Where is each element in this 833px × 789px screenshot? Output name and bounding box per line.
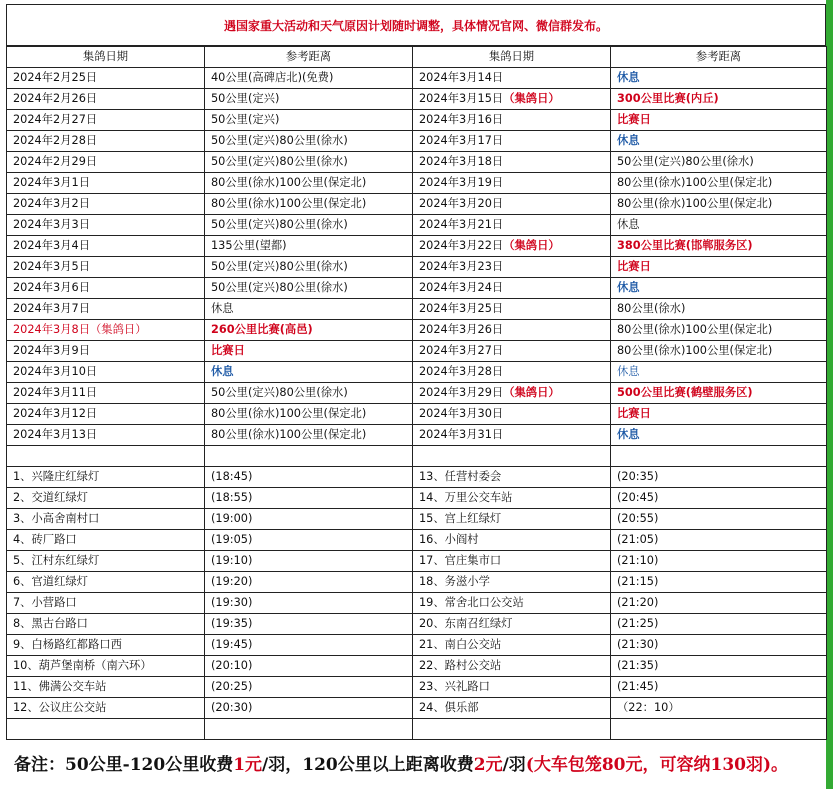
footer-text-2: /羽，120公里以上距离收费 <box>262 755 474 775</box>
schedule-distance-left-text: 休息 <box>211 302 234 315</box>
schedule-row <box>7 89 827 110</box>
spacer-section <box>7 446 827 467</box>
schedule-date-left-text: 2024年3月1日 <box>13 176 91 189</box>
date-text: 2024年3月22日 <box>419 239 504 252</box>
schedule-date-right <box>413 89 611 110</box>
schedule-distance-left <box>205 89 413 110</box>
stop-time-left: (20:30) <box>205 698 413 719</box>
schedule-date-left <box>7 299 205 320</box>
stop-time-left: (18:45) <box>205 467 413 488</box>
schedule-distance-left <box>205 215 413 236</box>
schedule-distance-right <box>611 341 827 362</box>
schedule-distance-left-text: 50公里(定兴)80公里(徐水) <box>211 260 348 273</box>
schedule-date-right-text: 2024年3月17日 <box>419 134 504 147</box>
schedule-distance-right <box>611 257 827 278</box>
stop-name-left: 1、兴隆庄红绿灯 <box>7 467 205 488</box>
schedule-date-right <box>413 425 611 446</box>
schedule-distance-left-text: 50公里(定兴)80公里(徐水) <box>211 386 348 399</box>
schedule-date-left-text: 2024年3月5日 <box>13 260 91 273</box>
schedule-distance-left <box>205 383 413 404</box>
schedule-date-right-text: 2024年3月24日 <box>419 281 504 294</box>
spacer-section-bottom <box>7 719 827 740</box>
stop-time-right: (20:45) <box>611 488 827 509</box>
collection-day-tag: （集鸽日） <box>503 386 560 399</box>
schedule-date-left-text: 2024年3月13日 <box>13 428 98 441</box>
schedule-date-left <box>7 152 205 173</box>
schedule-distance-left-text: 50公里(定兴) <box>211 113 280 126</box>
stop-time-left: (19:45) <box>205 635 413 656</box>
schedule-date-left <box>7 215 205 236</box>
schedule-row <box>7 194 827 215</box>
footer-text-3: /羽 <box>502 755 526 775</box>
header-row <box>7 47 827 68</box>
schedule-date-right-text: 2024年3月25日 <box>419 302 504 315</box>
header-date-2: 集鸽日期 <box>413 47 611 68</box>
header-date-1: 集鸽日期 <box>7 47 205 68</box>
schedule-date-left-text: 2024年3月10日 <box>13 365 98 378</box>
schedule-date-right <box>413 152 611 173</box>
schedule-date-right <box>413 257 611 278</box>
footer-text-1: 备注：50公里-120公里收费 <box>14 755 234 775</box>
schedule-distance-right-text: 380公里比赛(邯郸服务区) <box>617 239 753 252</box>
footer-note <box>14 750 788 775</box>
schedule-distance-left-text: 80公里(徐水)100公里(保定北) <box>211 428 367 441</box>
stop-row <box>7 614 827 635</box>
schedule-row <box>7 278 827 299</box>
stop-name-left: 3、小高舍南村口 <box>7 509 205 530</box>
schedule-row <box>7 362 827 383</box>
schedule-distance-left <box>205 236 413 257</box>
schedule-date-left <box>7 383 205 404</box>
schedule-distance-right <box>611 383 827 404</box>
stop-row <box>7 698 827 719</box>
schedule-row <box>7 404 827 425</box>
schedule-table <box>6 46 827 740</box>
schedule-date-left-text: 2024年2月29日 <box>13 155 98 168</box>
collection-day-tag: （集鸽日） <box>503 92 560 105</box>
schedule-date-left-text: 2024年3月4日 <box>13 239 91 252</box>
schedule-distance-left-text: 260公里比赛(高邑) <box>211 323 313 336</box>
schedule-distance-right <box>611 320 827 341</box>
side-accent-bar <box>826 0 833 733</box>
spacer-row <box>7 446 827 467</box>
schedule-date-right <box>413 110 611 131</box>
stop-name-right: 24、俱乐部 <box>413 698 611 719</box>
schedule-date-left <box>7 362 205 383</box>
schedule-distance-right-text: 80公里(徐水)100公里(保定北) <box>617 197 773 210</box>
stop-time-left: (20:10) <box>205 656 413 677</box>
schedule-distance-left-text: 比赛日 <box>211 344 245 357</box>
collection-day-tag: （集鸽日） <box>503 239 560 252</box>
header-distance-1: 参考距离 <box>205 47 413 68</box>
stop-time-right: (21:35) <box>611 656 827 677</box>
stop-time-right: (21:05) <box>611 530 827 551</box>
schedule-date-right-text: 2024年3月30日 <box>419 407 504 420</box>
footer-price-2: 2元 <box>473 755 503 775</box>
schedule-date-left <box>7 173 205 194</box>
schedule-date-right-text: 2024年3月28日 <box>419 365 504 378</box>
schedule-date-right-text: 2024年3月27日 <box>419 344 504 357</box>
schedule-distance-right-text: 休息 <box>617 428 640 441</box>
date-text: 2024年3月15日 <box>419 92 504 105</box>
schedule-distance-left <box>205 299 413 320</box>
schedule-distance-right-text: 休息 <box>617 218 640 231</box>
schedule-distance-left <box>205 278 413 299</box>
schedule-distance-left <box>205 68 413 89</box>
schedule-distance-left <box>205 152 413 173</box>
stops-body <box>7 467 827 719</box>
schedule-distance-right <box>611 215 827 236</box>
schedule-date-left-text: 2024年2月25日 <box>13 71 98 84</box>
schedule-row <box>7 152 827 173</box>
stop-name-left: 5、江村东红绿灯 <box>7 551 205 572</box>
schedule-body <box>7 68 827 446</box>
schedule-date-right <box>413 131 611 152</box>
schedule-date-left <box>7 341 205 362</box>
schedule-distance-right <box>611 362 827 383</box>
schedule-date-right <box>413 341 611 362</box>
stop-row <box>7 530 827 551</box>
schedule-distance-left-text: 50公里(定兴) <box>211 92 280 105</box>
schedule-distance-right <box>611 236 827 257</box>
schedule-distance-left <box>205 257 413 278</box>
schedule-date-right <box>413 215 611 236</box>
schedule-distance-right <box>611 299 827 320</box>
stop-name-left: 8、黑古台路口 <box>7 614 205 635</box>
schedule-distance-right-text: 休息 <box>617 365 640 378</box>
schedule-date-right <box>413 278 611 299</box>
schedule-date-right-text: 2024年3月19日 <box>419 176 504 189</box>
schedule-distance-left <box>205 131 413 152</box>
schedule-distance-left-text: 休息 <box>211 365 234 378</box>
stop-name-right: 19、常舍北口公交站 <box>413 593 611 614</box>
footer-price-1: 1元 <box>233 755 263 775</box>
schedule-row <box>7 299 827 320</box>
schedule-distance-left-text: 40公里(高碑店北)(免费) <box>211 71 334 84</box>
schedule-date-right <box>413 173 611 194</box>
schedule-date-left <box>7 236 205 257</box>
schedule-distance-left <box>205 320 413 341</box>
schedule-distance-left <box>205 110 413 131</box>
stop-row <box>7 467 827 488</box>
stop-name-left: 4、砖厂路口 <box>7 530 205 551</box>
stop-name-left: 2、交道红绿灯 <box>7 488 205 509</box>
schedule-distance-right-text: 比赛日 <box>617 407 651 420</box>
stop-time-left: (20:25) <box>205 677 413 698</box>
schedule-date-left-text: 2024年2月28日 <box>13 134 98 147</box>
stop-name-right: 22、路村公交站 <box>413 656 611 677</box>
schedule-distance-right <box>611 89 827 110</box>
schedule-distance-left-text: 50公里(定兴)80公里(徐水) <box>211 134 348 147</box>
schedule-date-right-text: 2024年3月16日 <box>419 113 504 126</box>
schedule-date-left <box>7 68 205 89</box>
schedule-date-right <box>413 320 611 341</box>
schedule-date-left-text: 2024年3月3日 <box>13 218 91 231</box>
stop-name-right: 18、务滋小学 <box>413 572 611 593</box>
stop-time-right: (21:45) <box>611 677 827 698</box>
schedule-date-right <box>413 383 611 404</box>
schedule-date-left-text: 2024年3月2日 <box>13 197 91 210</box>
stop-time-right: (21:30) <box>611 635 827 656</box>
schedule-row <box>7 173 827 194</box>
stop-time-right: (20:35) <box>611 467 827 488</box>
stop-time-right: (21:25) <box>611 614 827 635</box>
schedule-date-left <box>7 194 205 215</box>
schedule-row <box>7 383 827 404</box>
stop-name-right: 13、任营村委会 <box>413 467 611 488</box>
schedule-distance-right-text: 休息 <box>617 134 640 147</box>
schedule-distance-right <box>611 173 827 194</box>
schedule-row <box>7 215 827 236</box>
side-accent-bar-bottom <box>826 733 833 789</box>
schedule-row <box>7 320 827 341</box>
stop-name-left: 9、白杨路红都路口西 <box>7 635 205 656</box>
schedule-distance-left-text: 80公里(徐水)100公里(保定北) <box>211 176 367 189</box>
header-distance-2: 参考距离 <box>611 47 827 68</box>
schedule-date-left-text: 2024年3月9日 <box>13 344 91 357</box>
schedule-distance-left <box>205 341 413 362</box>
schedule-date-right-text: 2024年3月20日 <box>419 197 504 210</box>
schedule-distance-right-text: 80公里(徐水)100公里(保定北) <box>617 344 773 357</box>
schedule-distance-right-text: 300公里比赛(内丘) <box>617 92 719 105</box>
schedule-date-right <box>413 236 611 257</box>
stop-time-left: (18:55) <box>205 488 413 509</box>
stop-name-left: 6、官道红绿灯 <box>7 572 205 593</box>
schedule-date-left <box>7 131 205 152</box>
schedule-distance-left <box>205 173 413 194</box>
schedule-date-left <box>7 425 205 446</box>
schedule-distance-left-text: 80公里(徐水)100公里(保定北) <box>211 197 367 210</box>
stop-time-left: (19:00) <box>205 509 413 530</box>
stop-name-left: 12、公议庄公交站 <box>7 698 205 719</box>
schedule-distance-left <box>205 362 413 383</box>
schedule-date-left-text: 2024年3月7日 <box>13 302 91 315</box>
schedule-row <box>7 425 827 446</box>
schedule-distance-right-text: 80公里(徐水) <box>617 302 686 315</box>
schedule-distance-right-text: 50公里(定兴)80公里(徐水) <box>617 155 754 168</box>
schedule-distance-left-text: 80公里(徐水)100公里(保定北) <box>211 407 367 420</box>
stop-name-right: 15、宫上红绿灯 <box>413 509 611 530</box>
schedule-distance-right <box>611 278 827 299</box>
schedule-distance-left-text: 50公里(定兴)80公里(徐水) <box>211 218 348 231</box>
schedule-row <box>7 236 827 257</box>
schedule-distance-right-text: 500公里比赛(鹤壁服务区) <box>617 386 753 399</box>
schedule-date-left-text: 2024年2月27日 <box>13 113 98 126</box>
schedule-distance-right-text: 比赛日 <box>617 260 651 273</box>
schedule-distance-right <box>611 425 827 446</box>
schedule-date-right-text: 2024年3月26日 <box>419 323 504 336</box>
schedule-distance-left <box>205 404 413 425</box>
schedule-date-left-text: 2024年3月12日 <box>13 407 98 420</box>
schedule-distance-right-text: 休息 <box>617 281 640 294</box>
stop-name-right: 17、官庄集市口 <box>413 551 611 572</box>
schedule-date-left-text: 2024年3月6日 <box>13 281 91 294</box>
stop-name-right: 23、兴礼路口 <box>413 677 611 698</box>
schedule-date-left <box>7 257 205 278</box>
schedule-date-left-text: 2024年2月26日 <box>13 92 98 105</box>
schedule-distance-left-text: 50公里(定兴)80公里(徐水) <box>211 155 348 168</box>
schedule-distance-left <box>205 425 413 446</box>
schedule-date-right-text: 2024年3月14日 <box>419 71 504 84</box>
schedule-date-right <box>413 362 611 383</box>
schedule-date-right-text: 2024年3月31日 <box>419 428 504 441</box>
schedule-distance-right-text: 休息 <box>617 71 640 84</box>
schedule-date-left <box>7 110 205 131</box>
schedule-distance-right <box>611 194 827 215</box>
stop-name-right: 20、东南召红绿灯 <box>413 614 611 635</box>
schedule-date-left <box>7 320 205 341</box>
stop-row <box>7 677 827 698</box>
notice-banner: 遇国家重大活动和天气原因计划随时调整，具体情况官网、微信群发布。 <box>6 4 826 46</box>
stop-time-left: (19:05) <box>205 530 413 551</box>
stop-row <box>7 509 827 530</box>
schedule-date-right <box>413 404 611 425</box>
schedule-distance-left <box>205 194 413 215</box>
schedule-distance-right <box>611 152 827 173</box>
footer-bus-note: (大车包笼80元，可容纳130羽)。 <box>525 755 789 775</box>
schedule-row <box>7 341 827 362</box>
schedule-date-right-text: 2024年3月18日 <box>419 155 504 168</box>
schedule-distance-right-text: 80公里(徐水)100公里(保定北) <box>617 323 773 336</box>
stop-row <box>7 635 827 656</box>
stop-time-right: （22：10） <box>611 698 827 719</box>
schedule-distance-right-text: 比赛日 <box>617 113 651 126</box>
schedule-row <box>7 68 827 89</box>
schedule-row <box>7 131 827 152</box>
schedule-row <box>7 110 827 131</box>
stop-time-right: (21:20) <box>611 593 827 614</box>
schedule-distance-left-text: 135公里(望都) <box>211 239 287 252</box>
schedule-row <box>7 257 827 278</box>
schedule-date-right <box>413 194 611 215</box>
schedule-date-left-text: 2024年3月8日（集鸽日） <box>13 323 147 336</box>
stop-row <box>7 572 827 593</box>
schedule-distance-right <box>611 110 827 131</box>
schedule-date-right-text: 2024年3月23日 <box>419 260 504 273</box>
stop-time-right: (20:55) <box>611 509 827 530</box>
stop-name-left: 11、佛满公交车站 <box>7 677 205 698</box>
schedule-date-right-text: 2024年3月21日 <box>419 218 504 231</box>
schedule-date-left <box>7 404 205 425</box>
date-text: 2024年3月29日 <box>419 386 504 399</box>
stop-time-left: (19:20) <box>205 572 413 593</box>
schedule-date-left <box>7 278 205 299</box>
stop-time-left: (19:30) <box>205 593 413 614</box>
spacer-row <box>7 719 827 740</box>
schedule-distance-right <box>611 404 827 425</box>
schedule-distance-right <box>611 131 827 152</box>
schedule-distance-right <box>611 68 827 89</box>
stop-row <box>7 656 827 677</box>
schedule-date-right <box>413 68 611 89</box>
stop-time-left: (19:35) <box>205 614 413 635</box>
schedule-distance-right-text: 80公里(徐水)100公里(保定北) <box>617 176 773 189</box>
stop-row <box>7 593 827 614</box>
stop-name-right: 16、小阎村 <box>413 530 611 551</box>
stop-time-right: (21:10) <box>611 551 827 572</box>
stop-name-left: 10、葫芦堡南桥（南六环） <box>7 656 205 677</box>
stop-row <box>7 488 827 509</box>
stop-name-right: 21、南白公交站 <box>413 635 611 656</box>
stop-name-left: 7、小营路口 <box>7 593 205 614</box>
stop-time-right: (21:15) <box>611 572 827 593</box>
schedule-distance-left-text: 50公里(定兴)80公里(徐水) <box>211 281 348 294</box>
stop-name-right: 14、万里公交车站 <box>413 488 611 509</box>
schedule-date-left <box>7 89 205 110</box>
stop-time-left: (19:10) <box>205 551 413 572</box>
stop-row <box>7 551 827 572</box>
schedule-date-right <box>413 299 611 320</box>
schedule-date-left-text: 2024年3月11日 <box>13 386 98 399</box>
